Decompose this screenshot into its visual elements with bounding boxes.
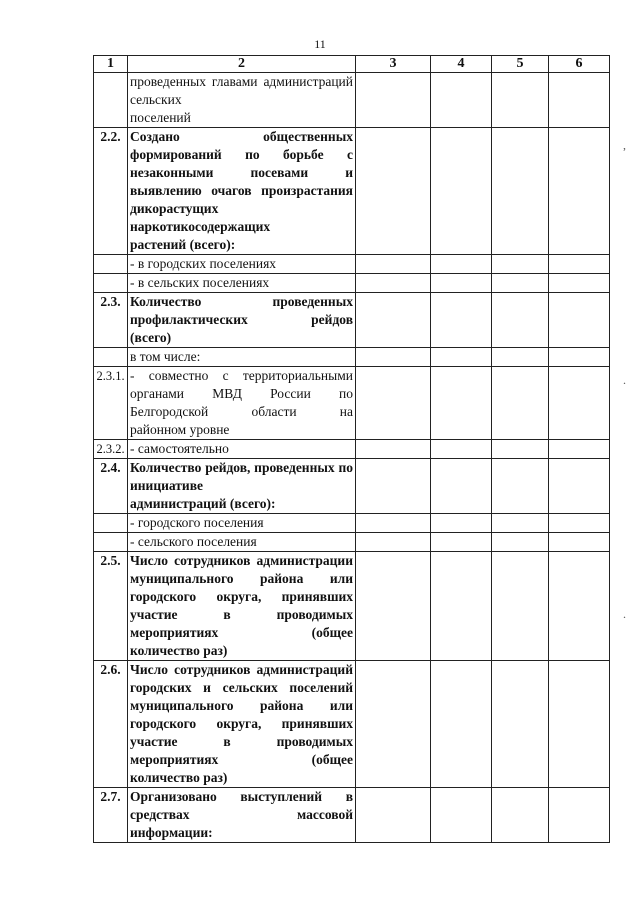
page-number: 11 — [314, 37, 326, 51]
value-cell-col-3[interactable] — [356, 367, 431, 440]
row-number: 2.3.2. — [94, 440, 128, 459]
row-description — [128, 661, 356, 788]
value-cell-col-6[interactable] — [549, 73, 610, 128]
value-cell-col-4[interactable] — [431, 348, 492, 367]
row-description-last-line: поселений — [130, 110, 191, 125]
row-description-last-line: - в городских поселениях — [130, 256, 277, 271]
row-number — [94, 514, 128, 533]
row-description-text: Число сотрудников администрации муниципального района или городского округа, принявших участие в проводимых мероприятиях (общее — [130, 553, 353, 640]
row-number: 2.2. — [94, 128, 128, 255]
row-description-last-line: (всего) — [130, 330, 172, 345]
value-cell-col-5[interactable] — [492, 514, 549, 533]
row-description — [128, 552, 356, 661]
value-cell-col-3[interactable] — [356, 293, 431, 348]
value-cell-col-4[interactable] — [431, 788, 492, 843]
header-col-6: 6 — [549, 56, 610, 73]
row-description-text: Организовано выступлений в средствах массовой — [130, 789, 353, 822]
value-cell-col-5[interactable] — [492, 533, 549, 552]
value-cell-col-4[interactable] — [431, 73, 492, 128]
value-cell-col-6[interactable] — [549, 128, 610, 255]
row-description — [128, 440, 356, 459]
margin-mark: . — [623, 373, 626, 387]
row-description — [128, 459, 356, 514]
value-cell-col-6[interactable] — [549, 533, 610, 552]
row-description-last-line: - в сельских поселениях — [130, 275, 270, 290]
value-cell-col-4[interactable] — [431, 440, 492, 459]
row-description-last-line: администраций (всего): — [130, 496, 276, 511]
value-cell-col-4[interactable] — [431, 274, 492, 293]
table-row — [94, 661, 610, 788]
row-number: 2.6. — [94, 661, 128, 788]
value-cell-col-5[interactable] — [492, 293, 549, 348]
row-description — [128, 73, 356, 128]
row-description-last-line: количество раз) — [130, 643, 228, 658]
value-cell-col-3[interactable] — [356, 552, 431, 661]
row-description-text: проведенных главами администраций сельских — [130, 74, 353, 107]
row-number — [94, 73, 128, 128]
header-col-5: 5 — [492, 56, 549, 73]
row-number: 2.7. — [94, 788, 128, 843]
row-description-last-line: - сельского поселения — [130, 534, 257, 549]
row-number: 2.3.1. — [94, 367, 128, 440]
value-cell-col-5[interactable] — [492, 128, 549, 255]
value-cell-col-5[interactable] — [492, 73, 549, 128]
row-description-text: - совместно с территориальными органами МВД России по Белгородской области на — [130, 368, 353, 419]
table-row — [94, 440, 610, 459]
value-cell-col-3[interactable] — [356, 661, 431, 788]
row-description — [128, 128, 356, 255]
value-cell-col-4[interactable] — [431, 128, 492, 255]
report-table — [93, 55, 610, 843]
row-number: 2.4. — [94, 459, 128, 514]
value-cell-col-3[interactable] — [356, 514, 431, 533]
row-description-last-line: количество раз) — [130, 770, 228, 785]
value-cell-col-5[interactable] — [492, 661, 549, 788]
value-cell-col-6[interactable] — [549, 367, 610, 440]
table-row — [94, 459, 610, 514]
value-cell-col-6[interactable] — [549, 514, 610, 533]
row-description-last-line: - городского поселения — [130, 515, 264, 530]
value-cell-col-4[interactable] — [431, 255, 492, 274]
row-number: 2.5. — [94, 552, 128, 661]
row-description — [128, 274, 356, 293]
value-cell-col-4[interactable] — [431, 367, 492, 440]
header-col-4: 4 — [431, 56, 492, 73]
row-description-text: Создано общественных формирований по борьбе с незаконными посевами и выявлению очагов произрастания дикорастущих наркотикосодержащих — [130, 129, 353, 234]
value-cell-col-6[interactable] — [549, 255, 610, 274]
value-cell-col-5[interactable] — [492, 552, 549, 661]
value-cell-col-4[interactable] — [431, 514, 492, 533]
row-description-text: Количество проведенных профилактических рейдов — [130, 294, 353, 327]
value-cell-col-6[interactable] — [549, 274, 610, 293]
row-description — [128, 514, 356, 533]
header-row — [94, 56, 610, 73]
table-row — [94, 255, 610, 274]
table-row — [94, 73, 610, 128]
value-cell-col-3[interactable] — [356, 348, 431, 367]
row-description — [128, 348, 356, 367]
value-cell-col-5[interactable] — [492, 348, 549, 367]
value-cell-col-4[interactable] — [431, 293, 492, 348]
value-cell-col-6[interactable] — [549, 661, 610, 788]
row-description-last-line: районном уровне — [130, 422, 230, 437]
value-cell-col-6[interactable] — [549, 440, 610, 459]
header-col-3: 3 — [356, 56, 431, 73]
header-col-2: 2 — [128, 56, 356, 73]
value-cell-col-3[interactable] — [356, 533, 431, 552]
value-cell-col-3[interactable] — [356, 255, 431, 274]
row-description-text: Количество рейдов, проведенных по инициативе — [130, 460, 353, 493]
value-cell-col-3[interactable] — [356, 440, 431, 459]
value-cell-col-6[interactable] — [549, 788, 610, 843]
table-row — [94, 514, 610, 533]
value-cell-col-3[interactable] — [356, 459, 431, 514]
value-cell-col-3[interactable] — [356, 788, 431, 843]
row-number — [94, 348, 128, 367]
value-cell-col-4[interactable] — [431, 533, 492, 552]
table-row — [94, 348, 610, 367]
row-number: 2.3. — [94, 293, 128, 348]
value-cell-col-4[interactable] — [431, 552, 492, 661]
value-cell-col-4[interactable] — [431, 459, 492, 514]
value-cell-col-3[interactable] — [356, 274, 431, 293]
row-number — [94, 533, 128, 552]
margin-mark: , — [623, 138, 626, 152]
row-description — [128, 293, 356, 348]
row-number — [94, 274, 128, 293]
value-cell-col-5[interactable] — [492, 459, 549, 514]
table-row — [94, 274, 610, 293]
row-description — [128, 788, 356, 843]
value-cell-col-6[interactable] — [549, 293, 610, 348]
row-description — [128, 367, 356, 440]
row-description-last-line: - самостоятельно — [130, 441, 229, 456]
value-cell-col-5[interactable] — [492, 255, 549, 274]
margin-mark: . — [623, 607, 626, 621]
value-cell-col-5[interactable] — [492, 367, 549, 440]
table-row — [94, 293, 610, 348]
table-row — [94, 367, 610, 440]
row-description-last-line: растений (всего): — [130, 237, 236, 252]
table-row — [94, 128, 610, 255]
row-description — [128, 255, 356, 274]
table-row — [94, 788, 610, 843]
value-cell-col-3[interactable] — [356, 73, 431, 128]
value-cell-col-6[interactable] — [549, 459, 610, 514]
value-cell-col-4[interactable] — [431, 661, 492, 788]
table-row — [94, 533, 610, 552]
row-description-text: Число сотрудников администраций городских и сельских поселений муниципального района или городского округа, принявших участие в проводимых мероприятиях (общее — [130, 662, 353, 767]
row-description-last-line: информации: — [130, 825, 213, 840]
row-description-last-line: в том числе: — [130, 349, 201, 364]
value-cell-col-6[interactable] — [549, 552, 610, 661]
value-cell-col-5[interactable] — [492, 788, 549, 843]
row-description — [128, 533, 356, 552]
header-col-1: 1 — [94, 56, 128, 73]
value-cell-col-3[interactable] — [356, 128, 431, 255]
row-number — [94, 255, 128, 274]
value-cell-col-5[interactable] — [492, 274, 549, 293]
value-cell-col-5[interactable] — [492, 440, 549, 459]
table-row — [94, 552, 610, 661]
value-cell-col-6[interactable] — [549, 348, 610, 367]
